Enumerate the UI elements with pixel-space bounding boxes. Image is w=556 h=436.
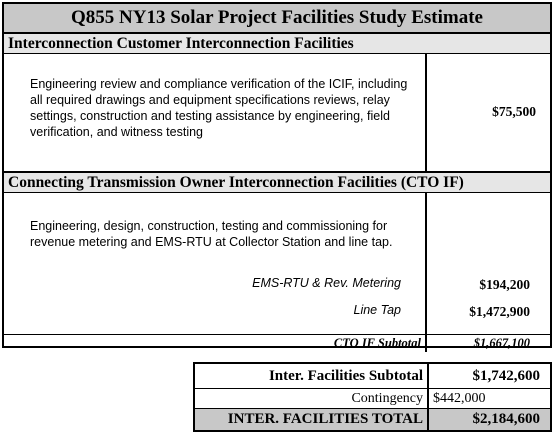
cto-description-cell	[4, 193, 427, 334]
cto-item-amount-line-tap: $1,472,900	[469, 304, 530, 319]
cto-row	[4, 193, 550, 334]
icif-description: Engineering review and compliance verification of the ICIF, including all required drawings and equipment specifications reviews, relay settings, construction and testing assistance by engineering, field verification, and witness testing	[30, 77, 408, 139]
cto-item-amount-ems: $194,200	[479, 277, 530, 292]
cto-item-label-ems: EMS-RTU & Rev. Metering	[252, 276, 401, 290]
icif-row	[4, 54, 550, 171]
summary-label-total: INTER. FACILITIES TOTAL	[195, 409, 429, 430]
summary-row-total	[195, 409, 550, 430]
summary-amount-contingency: $442,000	[433, 391, 486, 406]
summary-row-subtotal	[195, 364, 550, 389]
cto-section-header: Connecting Transmission Owner Interconnection Facilities (CTO IF)	[4, 171, 550, 193]
icif-amount-cell	[427, 54, 550, 171]
summary-label-contingency: Contingency	[195, 389, 429, 408]
cto-amount-cell	[427, 193, 550, 334]
cto-subtotal-row	[4, 334, 550, 352]
table-title: Q855 NY13 Solar Project Facilities Study Estimate	[4, 4, 550, 34]
cto-description: Engineering, design, construction, testing and commissioning for revenue metering and EMS-RTU at Collector Station and line tap.	[30, 219, 393, 249]
summary-amount-subtotal: $1,742,600	[472, 368, 540, 384]
summary-table	[193, 362, 552, 432]
summary-row-contingency	[195, 389, 550, 409]
icif-section-header: Interconnection Customer Interconnection Facilities	[4, 34, 550, 54]
cto-subtotal-label: CTO IF Subtotal	[4, 335, 427, 352]
icif-amount: $75,500	[492, 104, 536, 119]
summary-label-subtotal: Inter. Facilities Subtotal	[195, 364, 429, 388]
summary-amount-total: $2,184,600	[472, 411, 540, 427]
icif-description-cell	[4, 54, 427, 171]
estimate-table	[2, 2, 552, 348]
cto-subtotal-amount: $1,667,100	[473, 336, 530, 350]
cto-item-label-line-tap: Line Tap	[353, 303, 401, 317]
